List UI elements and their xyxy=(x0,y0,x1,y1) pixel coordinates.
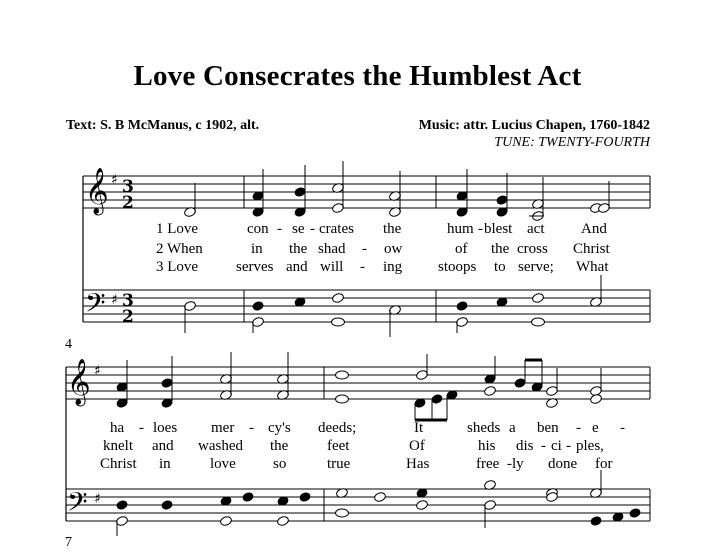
treble-clef: 𝄞 xyxy=(85,168,109,214)
measure-number: 4 xyxy=(65,337,72,352)
treble-staff xyxy=(66,367,650,399)
svg-text:2: 2 xyxy=(122,307,134,327)
treble-staff xyxy=(83,176,650,208)
bass-clef: 𝄢 xyxy=(85,287,106,325)
key-sharp: ♯ xyxy=(111,172,118,188)
text-credit: Text: S. B McManus, c 1902, alt. xyxy=(66,118,260,133)
key-sharp: ♯ xyxy=(94,491,101,507)
measure-number: 7 xyxy=(65,535,72,550)
svg-text:2: 2 xyxy=(122,193,134,213)
key-sharp: ♯ xyxy=(111,292,118,308)
bass-staff xyxy=(83,290,650,322)
page-title: Love Consecrates the Humblest Act xyxy=(133,60,582,92)
bass-clef: 𝄢 xyxy=(67,486,88,524)
bass-staff xyxy=(66,489,650,521)
svg-text:3: 3 xyxy=(122,291,134,311)
music-credit: Music: attr. Lucius Chapen, 1760-1842 xyxy=(418,118,650,133)
treble-clef: 𝄞 xyxy=(67,359,91,405)
svg-text:3: 3 xyxy=(122,177,134,197)
tune-name: TUNE: TWENTY-FOURTH xyxy=(494,135,650,150)
key-sharp: ♯ xyxy=(94,363,101,379)
